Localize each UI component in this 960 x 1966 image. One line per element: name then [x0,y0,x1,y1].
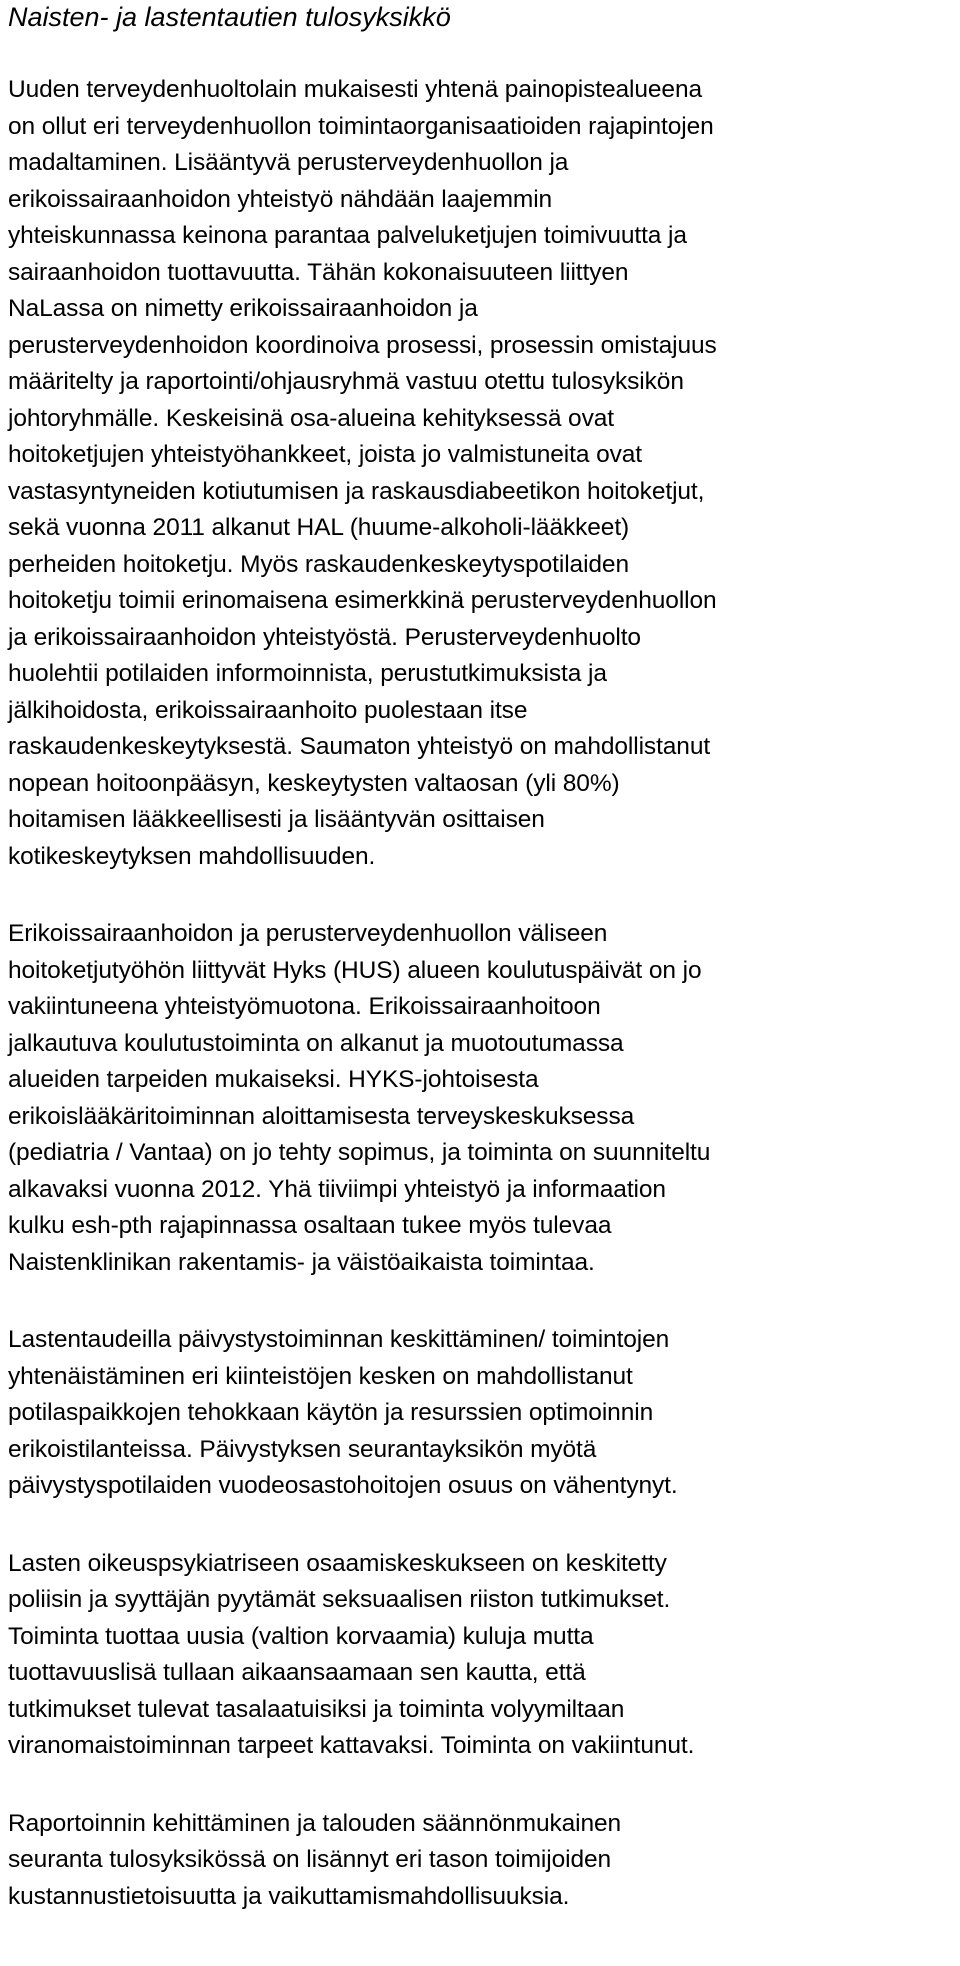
text-line: alueiden tarpeiden mukaiseksi. HYKS-johtoisesta [8,1066,539,1093]
paragraph [8,1546,956,1765]
text-line: alkavaksi vuonna 2012. Yhä tiiviimpi yhteistyö ja informaation [8,1175,666,1203]
text-line: kustannustietoisuutta ja vaikuttamismahdollisuuksia. [8,1882,570,1910]
paragraph [8,1322,956,1505]
text-line: Lastentaudeilla päivystystoiminnan keskittäminen/ toimintojen [8,1326,670,1353]
text-line: perheiden hoitoketju. Myös raskaudenkeskeytyspotilaiden [8,550,629,578]
text-line: vastasyntyneiden kotiutumisen ja raskausdiabeetikon hoitoketjut, [8,477,705,505]
text-line: päivystyspotilaiden vuodeosastohoitojen osuus on vähentynyt. [8,1472,678,1499]
text-line: viranomaistoiminnan tarpeet kattavaksi. Toiminta on vakiintunut. [8,1732,695,1759]
text-line: sairaanhoidon tuottavuutta. Tähän kokonaisuuteen liittyen [8,258,629,286]
text-line: määritelty ja raportointi/ohjausryhmä vastuu otettu tulosyksikön [8,368,684,395]
text-line: jälkihoidosta, erikoissairaanhoito puolestaan itse [8,696,528,724]
text-line: tuottavuuslisä tullaan aikaansaamaan sen kautta, että [8,1659,586,1686]
text-line: kulku esh-pth rajapinnassa osaltaan tukee myös tulevaa [8,1212,612,1239]
text-line: erikoistilanteissa. Päivystyksen seurantayksikön myötä [8,1435,597,1463]
text-line: hoitoketjujen yhteistyöhankkeet, joista jo valmistuneita ovat [8,441,642,468]
text-line: (pediatria / Vantaa) on jo tehty sopimus, ja toiminta on suunniteltu [8,1139,711,1166]
text-line: ja erikoissairaanhoidon yhteistyöstä. Perusterveydenhuolto [8,623,641,651]
document-heading: Naisten- ja lastentautien tulosyksikkö [8,2,451,32]
text-line: Raportoinnin kehittäminen ja talouden säännönmukainen [8,1809,622,1837]
document-page [8,0,956,1915]
text-line: yhteiskunnassa keinona parantaa palveluketjujen toimivuutta ja [8,222,687,249]
text-line: nopean hoitoonpääsyn, keskeytysten valtaosan (yli 80%) [8,769,620,797]
text-line: hoitamisen lääkkeellisesti ja lisääntyvän osittaisen [8,806,545,833]
text-line: potilaspaikkojen tehokkaan käytön ja resurssien optimoinnin [8,1399,654,1426]
text-line: Lasten oikeuspsykiatriseen osaamiskeskukseen on keskitetty [8,1549,667,1577]
text-line: hoitoketju toimii erinomaisena esimerkkinä perusterveydenhuollon [8,587,717,614]
text-line: Toiminta tuottaa uusia (valtion korvaamia) kuluja mutta [8,1622,594,1650]
text-line: erikoissairaanhoidon yhteistyö nähdään laajemmin [8,185,553,213]
text-line: huolehtii potilaiden informoinnista, perustutkimuksista ja [8,660,607,687]
text-line: jalkautuva koulutustoiminta on alkanut ja muotoutumassa [8,1029,624,1057]
text-line: raskaudenkeskeytyksestä. Saumaton yhteistyö on mahdollistanut [8,733,711,760]
text-line: tutkimukset tulevat tasalaatuisiksi ja toiminta volyymiltaan [8,1695,625,1723]
text-line: Erikoissairaanhoidon ja perusterveydenhuollon väliseen [8,920,608,947]
text-line: Naistenklinikan rakentamis- ja väistöaikaista toimintaa. [8,1248,595,1276]
text-line: perusterveydenhoidon koordinoiva prosessi, prosessin omistajuus [8,331,717,359]
paragraph [8,916,956,1281]
text-line: yhtenäistäminen eri kiinteistöjen kesken on mahdollistanut [8,1362,633,1390]
text-line: vakiintuneena yhteistyömuotona. Erikoissairaanhoitoon [8,993,601,1020]
paragraph [8,72,956,875]
text-line: on ollut eri terveydenhuollon toimintaorganisaatioiden rajapintojen [8,112,714,140]
text-line: Uuden terveydenhuoltolain mukaisesti yhtenä painopistealueena [8,76,702,103]
text-line: seuranta tulosyksikössä on lisännyt eri tason toimijoiden [8,1846,612,1873]
text-line: poliisin ja syyttäjän pyytämät seksuaalisen riiston tutkimukset. [8,1586,671,1613]
text-line: NaLassa on nimetty erikoissairaanhoidon ja [8,295,478,322]
text-line: kotikeskeytyksen mahdollisuuden. [8,842,376,870]
text-line: erikoislääkäritoiminnan aloittamisesta terveyskeskuksessa [8,1102,635,1130]
text-line: hoitoketjutyöhön liittyvät Hyks (HUS) alueen koulutuspäivät on jo [8,956,702,984]
text-line: johtoryhmälle. Keskeisinä osa-alueina kehityksessä ovat [8,404,614,432]
text-line: sekä vuonna 2011 alkanut HAL (huume-alkoholi-lääkkeet) [8,514,630,541]
paragraph [8,1806,956,1916]
text-line: madaltaminen. Lisääntyvä perusterveydenhuollon ja [8,149,569,176]
